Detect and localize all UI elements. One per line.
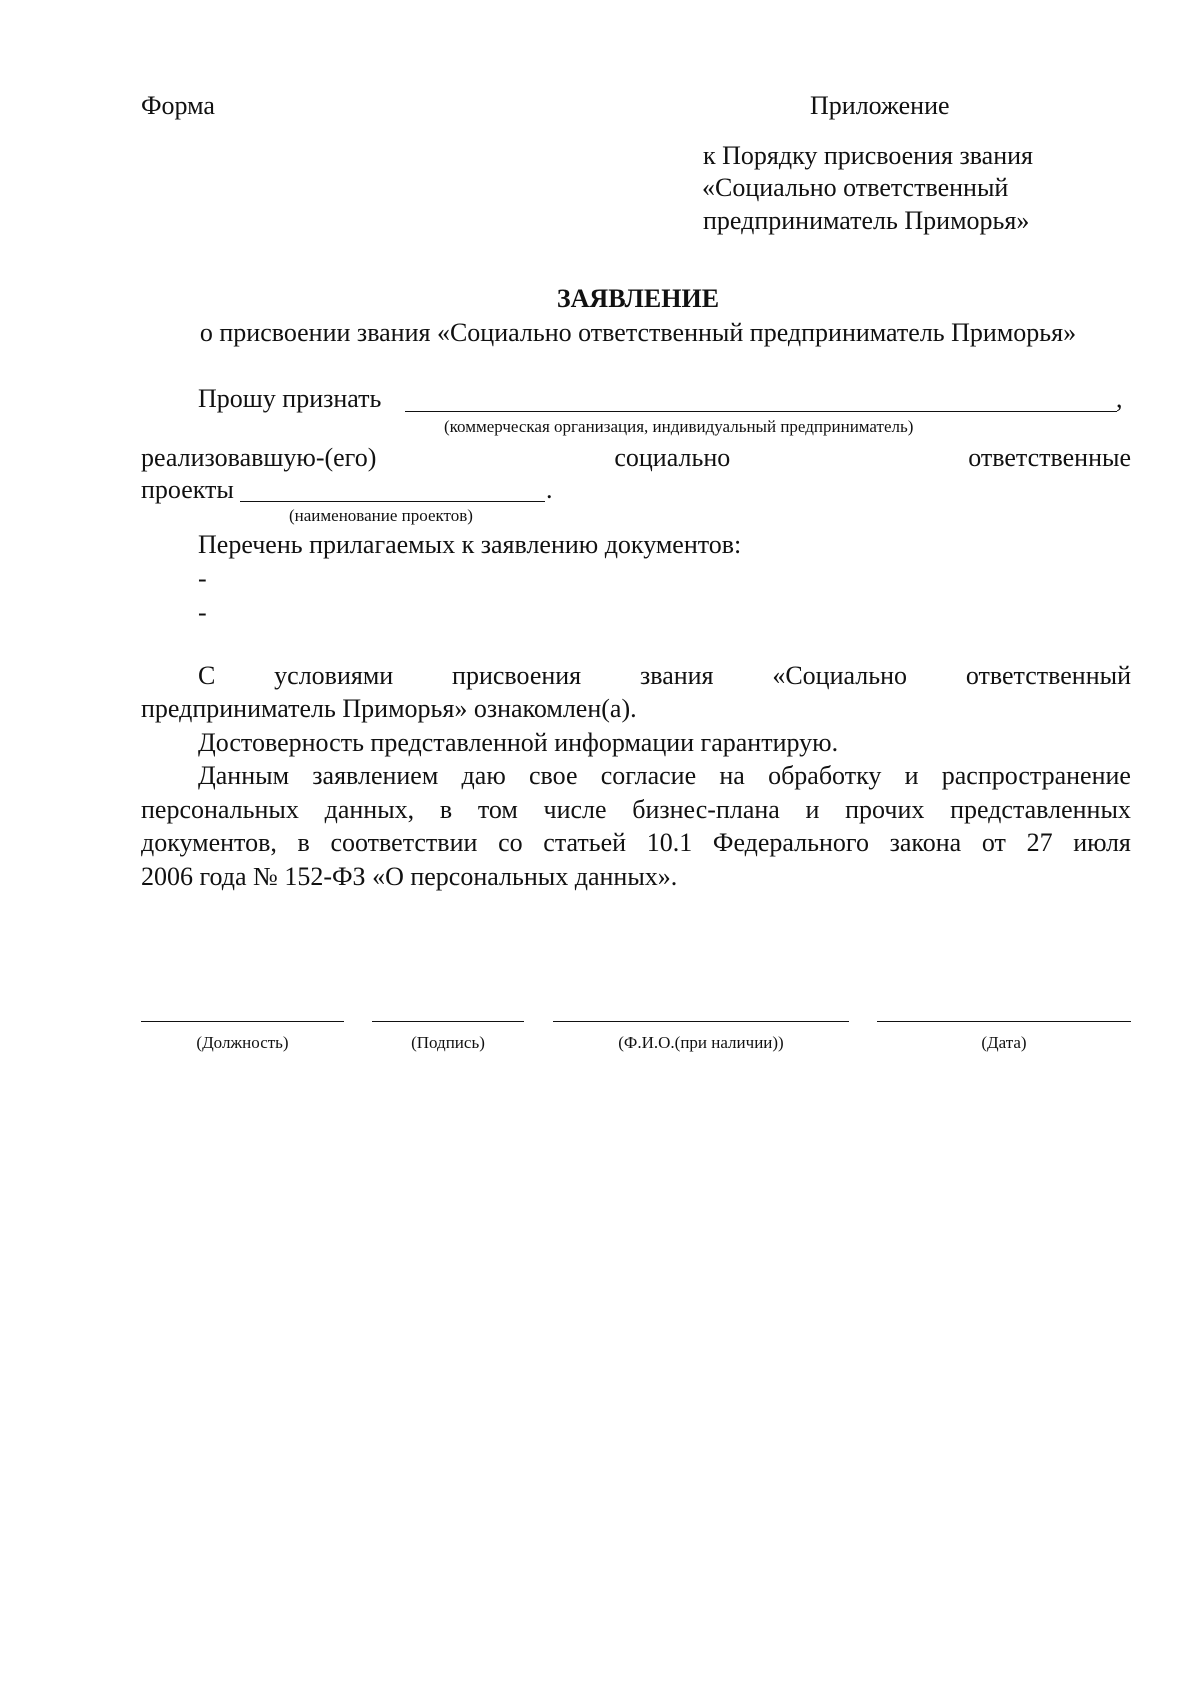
conditions-word: звания bbox=[639, 661, 714, 690]
consent-line-3 bbox=[141, 826, 1131, 860]
consent-line-1 bbox=[198, 759, 1131, 793]
consent-word: и bbox=[805, 795, 820, 824]
consent-word: заявлением bbox=[312, 761, 439, 790]
appendix-label: Приложение bbox=[810, 91, 950, 120]
position-caption: (Должность) bbox=[196, 1033, 289, 1052]
consent-word: от bbox=[981, 828, 1006, 857]
document-item: - bbox=[198, 598, 207, 627]
reliability-statement: Достоверность представленной информации гарантирую. bbox=[198, 728, 839, 757]
consent-word: прочих bbox=[845, 795, 925, 824]
realized-word: социально bbox=[614, 443, 731, 472]
full-name-caption: (Ф.И.О.(при наличии)) bbox=[618, 1033, 784, 1052]
consent-word: закона bbox=[889, 828, 962, 857]
applicant-caption: (коммерческая организация, индивидуальный предприниматель) bbox=[444, 417, 914, 436]
date-caption: (Дата) bbox=[981, 1033, 1027, 1052]
consent-word: обработку bbox=[768, 761, 882, 790]
consent-word: соответствии bbox=[330, 828, 478, 857]
documents-heading: Перечень прилагаемых к заявлению документов: bbox=[198, 530, 742, 559]
consent-word: и bbox=[904, 761, 919, 790]
full-name-signature-line bbox=[553, 1021, 849, 1022]
consent-word: данных, bbox=[324, 795, 415, 824]
consent-word: бизнес-плана bbox=[632, 795, 780, 824]
consent-word: июля bbox=[1073, 828, 1131, 857]
consent-word: представленных bbox=[950, 795, 1131, 824]
consent-word: в bbox=[297, 828, 310, 857]
projects-prefix: проекты bbox=[141, 475, 234, 504]
consent-word: даю bbox=[461, 761, 506, 790]
consent-word: том bbox=[477, 795, 518, 824]
conditions-word: присвоения bbox=[452, 661, 582, 690]
position-signature-line bbox=[141, 1021, 344, 1022]
realized-word: реализовавшую-(его) bbox=[141, 443, 377, 472]
realized-word: ответственные bbox=[968, 443, 1131, 472]
request-comma: , bbox=[1116, 384, 1123, 413]
conditions-line-2: предприниматель Приморья» ознакомлен(а). bbox=[141, 694, 637, 723]
document-subtitle: о присвоении звания «Социально ответственный предприниматель Приморья» bbox=[199, 318, 1077, 347]
consent-line-2 bbox=[141, 793, 1131, 827]
consent-word: 27 bbox=[1026, 828, 1053, 857]
consent-word: на bbox=[719, 761, 745, 790]
conditions-word: С bbox=[198, 661, 216, 690]
conditions-word: «Социально bbox=[772, 661, 908, 690]
date-signature-line bbox=[877, 1021, 1131, 1022]
projects-caption: (наименование проектов) bbox=[289, 506, 473, 525]
consent-word: Данным bbox=[198, 761, 290, 790]
request-prefix: Прошу признать bbox=[198, 384, 382, 413]
signature-caption: (Подпись) bbox=[411, 1033, 485, 1052]
consent-line-4: 2006 года № 152-ФЗ «О персональных данных». bbox=[141, 862, 678, 891]
consent-word: 10.1 bbox=[646, 828, 693, 857]
realized-line bbox=[141, 441, 1131, 475]
document-title: ЗАЯВЛЕНИЕ bbox=[556, 284, 720, 313]
appendix-ref-line-1: к Порядку присвоения звания bbox=[703, 141, 1034, 170]
consent-word: распространение bbox=[941, 761, 1131, 790]
consent-word: документов, bbox=[141, 828, 277, 857]
appendix-ref-line-2: «Социально ответственный bbox=[702, 173, 1009, 202]
applicant-field-line bbox=[405, 411, 1117, 412]
conditions-line-1 bbox=[198, 659, 1131, 693]
consent-word: согласие bbox=[600, 761, 697, 790]
consent-word: свое bbox=[528, 761, 578, 790]
consent-word: в bbox=[439, 795, 453, 824]
consent-word: Федерального bbox=[712, 828, 869, 857]
projects-field-line bbox=[240, 501, 545, 502]
appendix-ref-line-3: предприниматель Приморья» bbox=[703, 206, 1030, 235]
signature-line bbox=[372, 1021, 524, 1022]
projects-suffix: . bbox=[546, 475, 553, 504]
consent-word: персональных bbox=[141, 795, 299, 824]
form-label: Форма bbox=[141, 91, 215, 120]
conditions-word: ответственный bbox=[965, 661, 1131, 690]
consent-word: со bbox=[498, 828, 523, 857]
consent-word: статьей bbox=[543, 828, 627, 857]
document-item: - bbox=[198, 564, 207, 593]
conditions-word: условиями bbox=[274, 661, 394, 690]
consent-word: числе bbox=[543, 795, 607, 824]
